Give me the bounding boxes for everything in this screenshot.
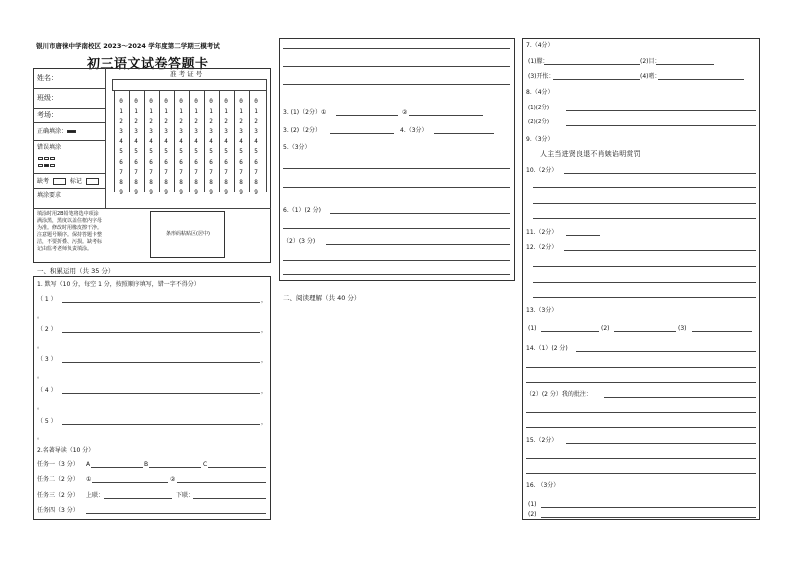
exam-id-digit[interactable]: 5: [179, 148, 183, 156]
q7-2: (2)目：: [640, 58, 661, 65]
q14-2-line-1[interactable]: [604, 397, 756, 398]
exam-id-digit[interactable]: 0: [194, 98, 198, 105]
exam-id-digit[interactable]: 5: [239, 148, 243, 156]
q8-1: (1)(2分): [528, 105, 550, 111]
exam-id-digit[interactable]: 6: [194, 158, 198, 166]
exam-id-digit[interactable]: 1: [164, 108, 168, 116]
correct-fill-label: 正确填涂：: [37, 129, 77, 135]
exam-id-digit[interactable]: 8: [239, 178, 243, 186]
q13-label: 13.（3分）: [526, 307, 558, 314]
q14-2-label: （2）(2 分）我的批注：: [526, 391, 592, 398]
task1-label: 任务一（3 分）: [37, 461, 79, 468]
q11-label: 11.（2分）: [526, 229, 558, 236]
section1-title: 一、积累运用（共 35 分）: [37, 267, 115, 275]
q10-line-1[interactable]: [564, 173, 756, 174]
exam-id-digit[interactable]: 0: [119, 98, 123, 105]
exam-id-digit[interactable]: 4: [149, 138, 153, 146]
exam-id-digit[interactable]: 6: [224, 158, 228, 166]
exam-id-digit[interactable]: 3: [119, 128, 123, 136]
exam-id-digit[interactable]: 1: [194, 108, 198, 116]
exam-id-digit[interactable]: 7: [239, 168, 243, 176]
exam-id-digit[interactable]: 8: [164, 178, 168, 186]
exam-id-digit[interactable]: 2: [209, 118, 213, 126]
q6a-line-1[interactable]: [330, 213, 510, 214]
q13-1: (1): [528, 325, 537, 332]
q16-2-line[interactable]: [541, 517, 756, 518]
exam-id-column[interactable]: [133, 97, 139, 198]
q12-line-4[interactable]: [533, 297, 756, 298]
q12-line-2[interactable]: [533, 266, 756, 267]
exam-id-digit[interactable]: 1: [209, 108, 213, 116]
exam-id-column[interactable]: [148, 97, 154, 198]
q14-label: 14.（1）(2 分): [526, 345, 568, 352]
q15-label: 15.（2分）: [526, 437, 558, 444]
exam-id-digit[interactable]: 2: [239, 118, 243, 126]
exam-id-digit[interactable]: 0: [149, 98, 153, 105]
exam-id-digit[interactable]: 4: [209, 138, 213, 146]
q4-line[interactable]: [434, 133, 494, 134]
exam-id-column-divider: [189, 90, 190, 192]
exam-id-digit[interactable]: 3: [149, 128, 153, 136]
exam-id-digit[interactable]: 7: [194, 168, 198, 176]
period: 。: [37, 373, 44, 380]
q15-line-3[interactable]: [526, 473, 756, 474]
q14-line-1[interactable]: [576, 351, 756, 352]
exam-id-digit[interactable]: 2: [179, 118, 183, 126]
exam-id-digit[interactable]: 0: [224, 98, 228, 105]
q1-answer-line-3[interactable]: [62, 362, 260, 363]
exam-id-digit[interactable]: 6: [239, 158, 243, 166]
exam-id-digit[interactable]: 2: [134, 118, 138, 126]
exam-id-digit[interactable]: 4: [164, 138, 168, 146]
exam-id-digit[interactable]: 3: [179, 128, 183, 136]
exam-id-digit[interactable]: 3: [134, 128, 138, 136]
q9-sentence[interactable]: 人主当进贤良退不肖嫉谄明赏罚: [540, 150, 641, 158]
exam-id-digit[interactable]: 5: [209, 148, 213, 156]
exam-id-digit[interactable]: 5: [164, 148, 168, 156]
task1-b-line[interactable]: [149, 467, 201, 468]
exam-id-digit[interactable]: 4: [179, 138, 183, 146]
exam-id-digit[interactable]: 6: [179, 158, 183, 166]
exam-id-digit[interactable]: 5: [149, 148, 153, 156]
wrong-fill-label: 错误填涂: [37, 144, 62, 151]
task2-label: 任务二（2 分）: [37, 476, 79, 483]
exam-id-digit[interactable]: 5: [254, 148, 258, 156]
exam-id-digit[interactable]: 7: [179, 168, 183, 176]
comma: ，: [261, 419, 268, 426]
exam-id-digit[interactable]: 2: [224, 118, 228, 126]
exam-id-digit[interactable]: 6: [254, 158, 258, 166]
q7-3: (3)开怅：: [528, 73, 555, 80]
exam-id-digit[interactable]: 3: [194, 128, 198, 136]
q10-line-3[interactable]: [533, 203, 756, 204]
q9-label: 9.（3分）: [526, 136, 554, 143]
exam-id-label: 准 考 证 号: [170, 70, 203, 78]
exam-id-digit[interactable]: 3: [224, 128, 228, 136]
q13-2-line[interactable]: [614, 331, 676, 332]
exam-id-digit[interactable]: 6: [209, 158, 213, 166]
exam-id-column-divider: [219, 90, 220, 192]
q8-1-line[interactable]: [566, 110, 756, 111]
exam-id-column[interactable]: [193, 97, 199, 198]
exam-id-digit[interactable]: 5: [224, 148, 228, 156]
q7-label: 7.（4分）: [526, 42, 554, 49]
exam-id-digit[interactable]: 8: [179, 178, 183, 186]
absent-checkbox[interactable]: [53, 178, 66, 185]
exam-id-digit[interactable]: 0: [164, 98, 168, 105]
section1-box: [33, 276, 271, 520]
task2-1-line[interactable]: [92, 482, 168, 483]
period: 。: [37, 434, 44, 441]
q5-line-2[interactable]: [283, 187, 510, 188]
exam-id-digit[interactable]: 1: [119, 108, 123, 116]
exam-id-digit[interactable]: 9: [164, 188, 168, 196]
exam-id-digit[interactable]: 0: [239, 98, 243, 105]
class-label: 班级：: [37, 94, 58, 102]
instructions-title: 填涂要求: [37, 192, 62, 199]
q1-answer-line-5[interactable]: [62, 424, 260, 425]
q1-item-2: （ 2 ）: [37, 326, 57, 333]
q3a-line-2[interactable]: [409, 115, 483, 116]
q3b-line[interactable]: [330, 133, 394, 134]
task1-a-line[interactable]: [91, 467, 143, 468]
room-label: 考场：: [37, 111, 58, 119]
section2-title: 二、阅读理解（共 40 分）: [283, 294, 361, 302]
q12-line-3[interactable]: [533, 282, 756, 283]
exam-id-digit[interactable]: 4: [134, 138, 138, 146]
exam-id-digit[interactable]: 4: [119, 138, 123, 146]
exam-id-digit[interactable]: 5: [134, 148, 138, 156]
comma: ，: [261, 388, 268, 395]
exam-id-digit[interactable]: 3: [254, 128, 258, 136]
exam-id-digit[interactable]: 9: [254, 188, 258, 196]
q1-answer-line-4[interactable]: [62, 393, 260, 394]
exam-id-digit[interactable]: 9: [119, 188, 123, 196]
task3-up-line[interactable]: [104, 498, 172, 499]
exam-id-digit[interactable]: 2: [119, 118, 123, 126]
exam-id-digit[interactable]: 2: [194, 118, 198, 126]
comma: ，: [261, 357, 268, 364]
exam-id-digit[interactable]: 8: [209, 178, 213, 186]
q13-3-line[interactable]: [692, 331, 752, 332]
exam-id-digit[interactable]: 5: [119, 148, 123, 156]
exam-id-digit[interactable]: 2: [164, 118, 168, 126]
exam-id-digit[interactable]: 8: [119, 178, 123, 186]
q7-1-line[interactable]: [544, 64, 640, 65]
task3-up: 上联：: [86, 492, 105, 499]
school-header: 银川市唐徕中学南校区 2023～2024 学年度第二学期三模考试: [36, 42, 220, 50]
q2-title: 2.名著导读（10 分）: [37, 447, 95, 454]
exam-id-digit[interactable]: 0: [179, 98, 183, 105]
q16-2: (2): [528, 511, 537, 518]
exam-id-digit[interactable]: 4: [224, 138, 228, 146]
q14-line-3[interactable]: [526, 382, 756, 383]
q8-label: 8.（4分）: [526, 89, 554, 96]
page-title: 初三语文试卷答题卡: [87, 57, 209, 72]
q1-answer-line-2[interactable]: [62, 332, 260, 333]
task2-2-line[interactable]: [177, 482, 266, 483]
name-label: 姓名：: [37, 74, 58, 82]
q15-line-2[interactable]: [526, 458, 756, 459]
task1-b: B: [144, 461, 149, 468]
exam-id-digit[interactable]: 2: [149, 118, 153, 126]
q13-3: (3): [678, 325, 687, 332]
exam-id-digit[interactable]: 7: [134, 168, 138, 176]
q16-label: 16. （3分）: [526, 482, 560, 489]
exam-id-digit[interactable]: 8: [149, 178, 153, 186]
q12-label: 12.（2分）: [526, 244, 558, 251]
exam-id-column-divider: [204, 90, 205, 192]
q10-label: 10.（2分）: [526, 167, 558, 174]
exam-id-column[interactable]: [238, 97, 244, 198]
q14-2-line-2[interactable]: [526, 412, 756, 413]
exam-id-digit[interactable]: 7: [209, 168, 213, 176]
barcode-label: 条形码粘贴区(居中): [166, 231, 210, 237]
exam-id-digit[interactable]: 8: [224, 178, 228, 186]
task4-label: 任务四（3 分）: [37, 507, 79, 514]
task2-2: ②: [170, 476, 176, 483]
task3-down: 下联：: [176, 492, 195, 499]
exam-id-digit[interactable]: 6: [134, 158, 138, 166]
exam-id-digit[interactable]: 4: [239, 138, 243, 146]
exam-id-digit[interactable]: 9: [194, 188, 198, 196]
exam-id-column-divider: [266, 90, 267, 192]
q1-item-4: （ 4 ）: [37, 387, 57, 394]
q16-1-line[interactable]: [541, 507, 756, 508]
q16-1: (1): [528, 501, 537, 508]
exam-id-column-divider: [114, 90, 115, 192]
exam-id-digit[interactable]: 8: [194, 178, 198, 186]
exam-id-digit[interactable]: 3: [209, 128, 213, 136]
task3-down-line[interactable]: [193, 498, 266, 499]
period: 。: [37, 343, 44, 350]
exam-id-column[interactable]: [163, 97, 169, 198]
exam-id-column-divider: [144, 90, 145, 192]
q7-1: (1)朦：: [528, 58, 549, 65]
exam-id-digit[interactable]: 7: [254, 168, 258, 176]
q5-line-1[interactable]: [283, 168, 510, 169]
q8-2: (2)(2分): [528, 119, 550, 125]
exam-id-digit[interactable]: 1: [254, 108, 258, 116]
q6b-label: （2）(3 分): [283, 238, 316, 245]
q1-item-1: （ 1 ）: [37, 296, 57, 303]
q4-label: 4.（3分）: [400, 127, 428, 134]
exam-id-column[interactable]: [253, 97, 259, 198]
task2-1: ①: [86, 476, 92, 483]
exam-id-column[interactable]: [223, 97, 229, 198]
q6a-line-2[interactable]: [283, 228, 510, 229]
q3a-label: 3. (1)（2分）①: [283, 109, 327, 116]
mark-checkbox[interactable]: [86, 178, 99, 185]
q6b-line-3[interactable]: [283, 274, 510, 275]
q6b-line-2[interactable]: [283, 260, 510, 261]
exam-id-digit[interactable]: 2: [254, 118, 258, 126]
exam-id-digit[interactable]: 1: [179, 108, 183, 116]
exam-id-digit[interactable]: 8: [254, 178, 258, 186]
task1-c: C: [203, 461, 208, 468]
exam-id-digit[interactable]: 7: [224, 168, 228, 176]
exam-id-digit[interactable]: 9: [149, 188, 153, 196]
period: 。: [37, 313, 44, 320]
exam-id-digit[interactable]: 9: [179, 188, 183, 196]
task1-c-line[interactable]: [208, 467, 266, 468]
exam-id-column[interactable]: [208, 97, 214, 198]
exam-id-digit[interactable]: 4: [194, 138, 198, 146]
q7-4: (4)嗜：: [640, 73, 661, 80]
q11-line[interactable]: [566, 235, 600, 236]
task3-label: 任务三（2 分）: [37, 492, 79, 499]
q14-line-2[interactable]: [526, 367, 756, 368]
exam-id-digit[interactable]: 3: [164, 128, 168, 136]
exam-id-digit[interactable]: 7: [164, 168, 168, 176]
fill-instructions: 填涂时用2B铅笔将选中项涂满涂黑，黑度以盖住框内字母为准。修改时用橡皮擦干净。注意题号顺序。保持答题卡整洁，不要折叠、污损。缺考标记由监考老师负责填涂。: [37, 211, 103, 252]
exam-id-digit[interactable]: 7: [119, 168, 123, 176]
wrong-fill-examples-2: [38, 163, 56, 169]
absent-row: 缺考 标记: [37, 178, 99, 185]
q3a-2: ②: [402, 109, 408, 116]
wrong-fill-examples: [38, 156, 56, 162]
exam-id-column-divider: [234, 90, 235, 192]
q7-4-line[interactable]: [658, 79, 744, 80]
exam-id-digit[interactable]: 3: [239, 128, 243, 136]
exam-id-digit[interactable]: 1: [224, 108, 228, 116]
exam-id-digit[interactable]: 8: [134, 178, 138, 186]
exam-id-digit[interactable]: 6: [149, 158, 153, 166]
exam-id-column-divider: [159, 90, 160, 192]
exam-id-digit[interactable]: 4: [254, 138, 258, 146]
q10-line-2[interactable]: [533, 187, 756, 188]
q5-label: 5.（3分）: [283, 144, 311, 151]
q3a-line-1[interactable]: [336, 115, 398, 116]
exam-id-digit[interactable]: 9: [224, 188, 228, 196]
q8-2-line[interactable]: [566, 125, 756, 126]
exam-id-digit[interactable]: 9: [209, 188, 213, 196]
q6a-label: 6.（1）(2 分): [283, 207, 321, 214]
exam-id-digit[interactable]: 6: [164, 158, 168, 166]
q12-line-1[interactable]: [564, 250, 756, 251]
exam-id-digit[interactable]: 5: [194, 148, 198, 156]
exam-id-column-divider: [249, 90, 250, 192]
exam-id-digit[interactable]: 1: [239, 108, 243, 116]
task4-line[interactable]: [86, 513, 266, 514]
q7-3-line[interactable]: [553, 79, 640, 80]
q13-1-line[interactable]: [541, 331, 599, 332]
q6b-line-1[interactable]: [326, 244, 510, 245]
exam-id-digit[interactable]: 0: [209, 98, 213, 105]
exam-id-digit[interactable]: 0: [134, 98, 138, 105]
q15-line-1[interactable]: [566, 443, 756, 444]
exam-id-digit[interactable]: 1: [134, 108, 138, 116]
q14-2-line-3[interactable]: [526, 427, 756, 428]
q13-2: (2): [601, 325, 610, 332]
comma: ，: [261, 297, 268, 304]
exam-id-column[interactable]: [178, 97, 184, 198]
q7-2-line[interactable]: [656, 64, 714, 65]
q10-line-4[interactable]: [533, 218, 756, 219]
exam-id-digit[interactable]: 7: [149, 168, 153, 176]
q1-answer-line-1[interactable]: [62, 302, 260, 303]
q1-item-5: （ 5 ）: [37, 418, 57, 425]
task1-a: A: [86, 461, 91, 468]
exam-id-digit[interactable]: 6: [119, 158, 123, 166]
exam-id-column-divider: [129, 90, 130, 192]
comma: ，: [261, 327, 268, 334]
q1-item-3: （ 3 ）: [37, 356, 57, 363]
q1-title: 1. 默写（10 分，每空 1 分，按照顺序填写，错一字不得分）: [37, 281, 200, 288]
exam-id-column-divider: [174, 90, 175, 192]
exam-id-column[interactable]: [118, 97, 124, 198]
exam-id-digit[interactable]: 0: [254, 98, 258, 105]
exam-id-digit[interactable]: 9: [134, 188, 138, 196]
exam-id-digit[interactable]: 1: [149, 108, 153, 116]
q3b-label: 3. (2)（2分）: [283, 127, 321, 134]
period: 。: [37, 404, 44, 411]
exam-id-digit[interactable]: 9: [239, 188, 243, 196]
